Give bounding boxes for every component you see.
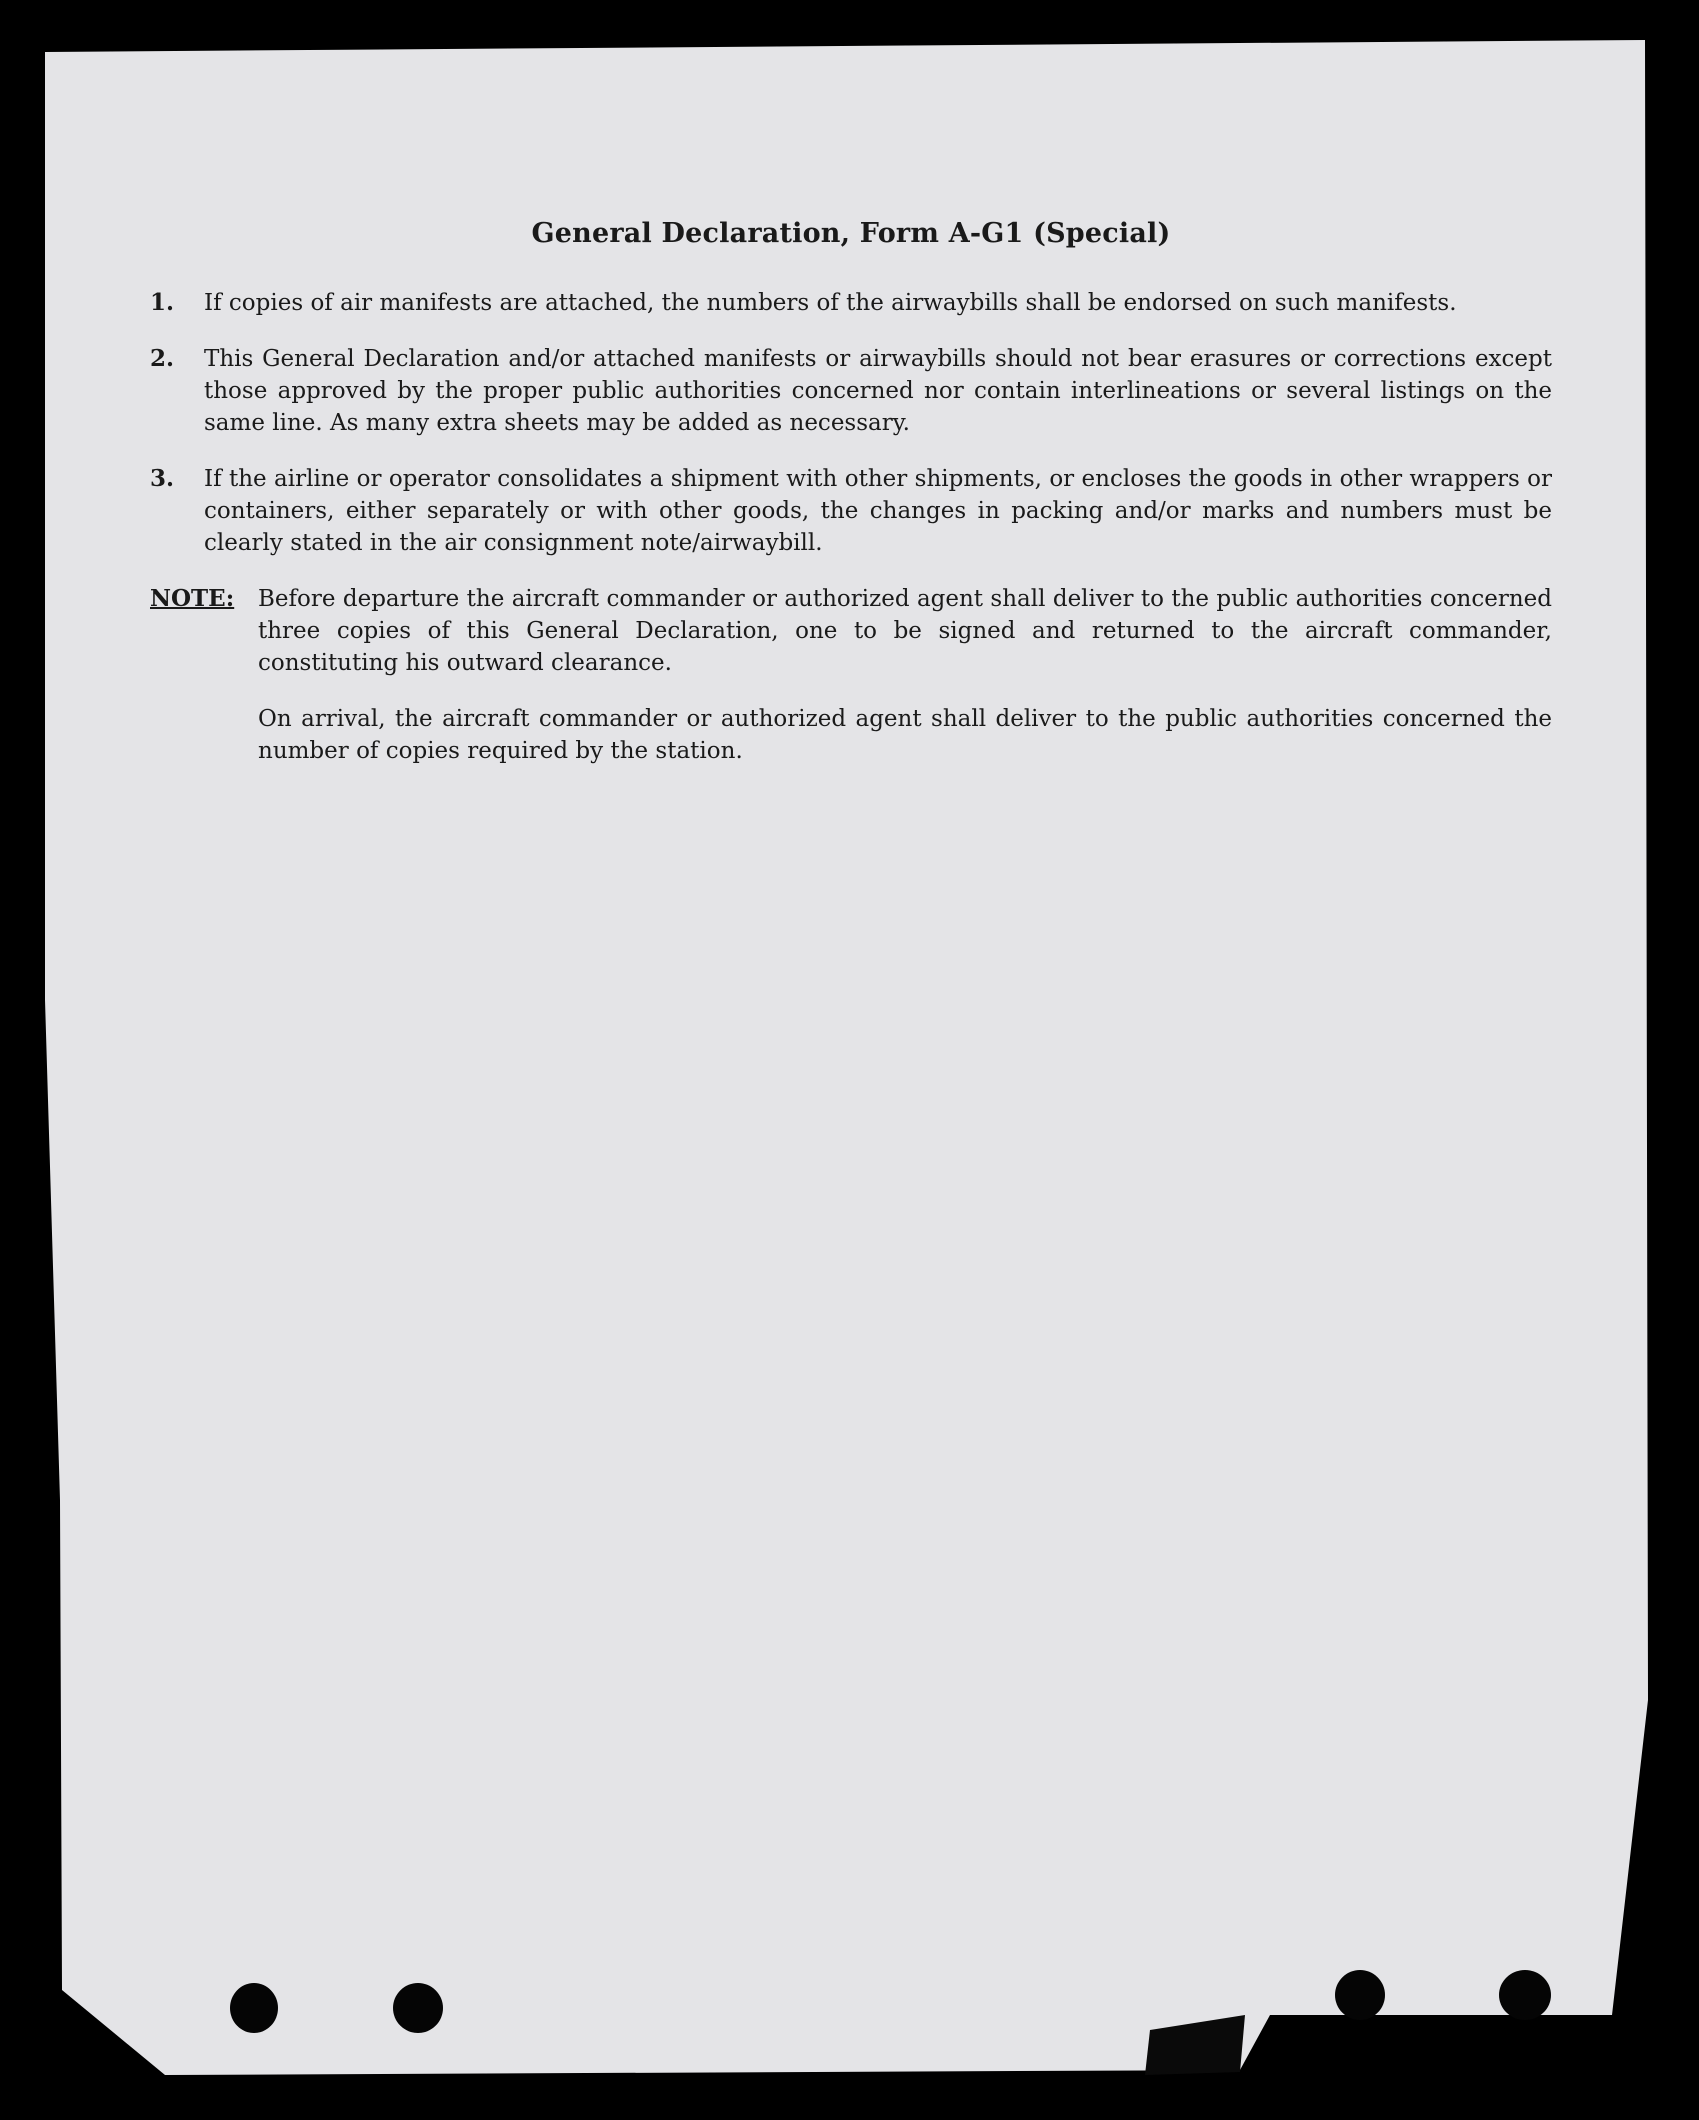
list-item xyxy=(150,463,1552,559)
item-text: If the airline or operator consolidates a shipment with other shipments, or encloses the goods in other wrappers or containers, either separately or with other goods, the changes in packing and/or marks and numbers must be clearly stated in the air consignment note/airwaybill. xyxy=(204,466,1552,556)
note-body xyxy=(258,583,1552,791)
list-item xyxy=(150,287,1552,319)
punch-hole xyxy=(393,1983,443,2033)
note-paragraph: On arrival, the aircraft commander or authorized agent shall deliver to the public authorities concerned the number of copies required by the station. xyxy=(258,706,1552,764)
item-number: 3. xyxy=(150,465,175,492)
note-label: NOTE: xyxy=(150,585,235,612)
document-title: General Declaration, Form A-G1 (Special) xyxy=(531,218,1171,249)
punch-hole xyxy=(230,1983,278,2033)
item-number: 2. xyxy=(150,345,175,372)
note-section xyxy=(150,583,1552,791)
punch-hole xyxy=(1499,1970,1551,2020)
document-body xyxy=(150,218,1552,791)
item-number: 1. xyxy=(150,289,175,316)
note-paragraph: Before departure the aircraft commander or authorized agent shall deliver to the public authorities concerned three copies of this General Declaration, one to be signed and returned to the aircraft commander, constituting his outward clearance. xyxy=(258,586,1552,676)
item-text: If copies of air manifests are attached, the numbers of the airwaybills shall be endorsed on such manifests. xyxy=(204,290,1457,316)
item-text: This General Declaration and/or attached manifests or airwaybills should not bear erasures or corrections except those approved by the proper public authorities concerned nor contain interlineations or several listings on the same line. As many extra sheets may be added as necessary. xyxy=(204,346,1552,436)
punch-hole xyxy=(1335,1970,1385,2020)
list-item xyxy=(150,343,1552,439)
